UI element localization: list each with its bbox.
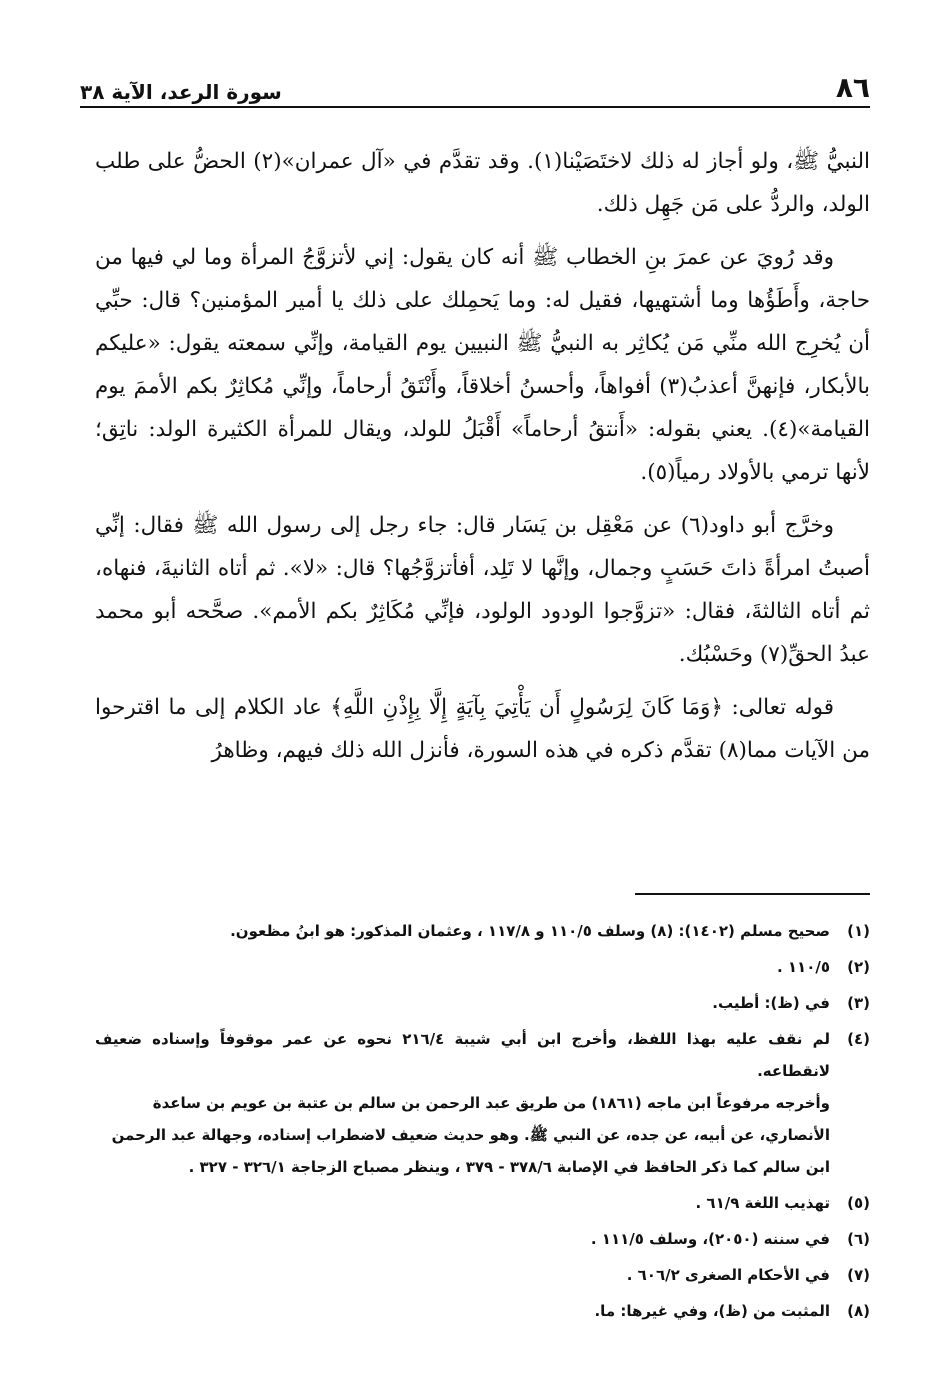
footnote-number: (٤): [847, 1030, 870, 1048]
footnote-divider: [635, 893, 870, 895]
footnote-line: ١١٠/٥ .: [776, 958, 830, 976]
footnote-line: المثبت من (ظ)، وفي غيرها: ما.: [594, 1302, 830, 1320]
footnote-text: [95, 987, 830, 1019]
footnote-line: وأخرجه مرفوعاً ابن ماجه (١٨٦١) من طريق عبد الرحمن بن سالم بن عتبة بن عويم بن ساعدة: [152, 1094, 830, 1112]
footnote-text: [95, 1223, 830, 1255]
footnote: [95, 1187, 870, 1219]
paragraph: وقد رُويَ عن عمرَ بنِ الخطاب ﷺ أنه كان يقول: إني لأتزوَّجُ المرأة وما لي فيها من حاجة، وأَطَؤُها وما أشتهيها، فقيل له: وما يَحمِلك على ذلك يا أمير المؤمنين؟ قال: حبِّي أن يُخرِج الله منِّي مَن يُكاثِر به النبيُّ ﷺ النبيين يوم القيامة، وإنِّي سمعته يقول: «عليكم بالأبكار، فإنهنَّ أعذبُ(٣) أفواهاً، وأحسنُ أخلاقاً، وأَنْتَقُ أرحاماً، وإنِّي مُكاثِرٌ بكم الأممَ يوم القيامة»(٤). يعني بقوله: «أَنتقُ أرحاماً» أَقْبَلُ للولد، ويقال للمرأة الكثيرة الولد: ناتِق؛ لأنها ترمي بالأولاد رمياً(٥).: [95, 245, 870, 485]
footnote-line: صحيح مسلم (١٤٠٢): (٨) وسلف ١١٠/٥ و ١١٧/٨ ، وعثمان المذكور: هو ابنُ مظعون.: [230, 922, 830, 940]
footnote-number: (١): [847, 922, 870, 940]
footnote-text: [95, 915, 830, 947]
footnote-text: [95, 1259, 830, 1291]
footnote: [95, 951, 870, 983]
paragraph: وخرَّج أبو داود(٦) عن مَعْقِل بن يَسَار قال: جاء رجل إلى رسول الله ﷺ فقال: إنِّي أصبتُ امرأةً ذاتَ حَسَبٍ وجمال، وإنَّها لا تَلِد، أفأتزوَّجُها؟ قال: «لا». ثم أتاه الثانيةَ، فنهاه، ثم أتاه الثالثةَ، فقال: «تزوَّجوا الودود الولود، فإنِّي مُكَاثِرٌ بكم الأمم». صحَّحه أبو محمد عبدُ الحقِّ(٧) وحَسْبُك.: [95, 513, 870, 667]
footnote-text: [95, 1295, 830, 1327]
footnote: [95, 915, 870, 947]
main-text: [95, 140, 870, 782]
footnote-line: في سننه (٢٠٥٠)، وسلف ١١١/٥ .: [590, 1230, 830, 1248]
footnote-number: (٣): [847, 994, 870, 1012]
paragraph: قوله تعالى: ﴿وَمَا كَانَ لِرَسُولٍ أَن يَأْتِيَ بِآيَةٍ إِلَّا بِإِذْنِ اللَّهِ﴾ عاد الكلام إلى ما اقترحوا من الآيات مما(٨) تقدَّم ذكره في هذه السورة، فأنزل الله ذلك فيهم، وظاهرُ: [95, 695, 870, 763]
page-number: ٨٦: [835, 71, 870, 104]
footnote-line: تهذيب اللغة ٦١/٩ .: [695, 1194, 830, 1212]
footnote-number: (٦): [847, 1230, 870, 1248]
footnote-number: (٢): [847, 958, 870, 976]
footnote: [95, 1223, 870, 1255]
footnote-text: [95, 1023, 830, 1183]
footnote: [95, 1295, 870, 1327]
footnote: [95, 1023, 870, 1183]
footnote: [95, 1259, 870, 1291]
footnote-line: ابن سالم كما ذكر الحافظ في الإصابة ٣٧٨/٦ - ٣٧٩ ، وينظر مصباح الزجاجة ٣٢٦/١ - ٣٢٧ .: [188, 1158, 830, 1176]
footnote: [95, 987, 870, 1019]
footnote-line: في (ظ): أطيب.: [712, 994, 830, 1012]
footnotes: [95, 915, 870, 1331]
page-header: [80, 62, 870, 108]
running-title: سورة الرعد، الآية ٣٨: [80, 80, 282, 104]
footnote-text: [95, 951, 830, 983]
footnote-number: (٨): [847, 1302, 870, 1320]
footnote-number: (٧): [847, 1266, 870, 1284]
paragraph: النبيُّ ﷺ، ولو أجاز له ذلك لاختَصَيْنا(١). وقد تقدَّم في «آل عمران»(٢) الحضُّ على طلب الولد، والردُّ على مَن جَهِل ذلك.: [95, 149, 870, 217]
footnote-line: الأنصاري، عن أبيه، عن جده، عن النبي ﷺ. وهو حديث ضعيف لاضطراب إسناده، وجهالة عبد الرحمن: [111, 1126, 830, 1144]
footnote-line: لم نقف عليه بهذا اللفظ، وأخرج ابن أبي شيبة ٢١٦/٤ نحوه عن عمر موقوفاً وإسناده ضعيف لانقطاعه.: [95, 1030, 830, 1080]
footnote-line: في الأحكام الصغرى ٦٠٦/٢ .: [626, 1266, 830, 1284]
footnote-number: (٥): [847, 1194, 870, 1212]
footnote-text: [95, 1187, 830, 1219]
